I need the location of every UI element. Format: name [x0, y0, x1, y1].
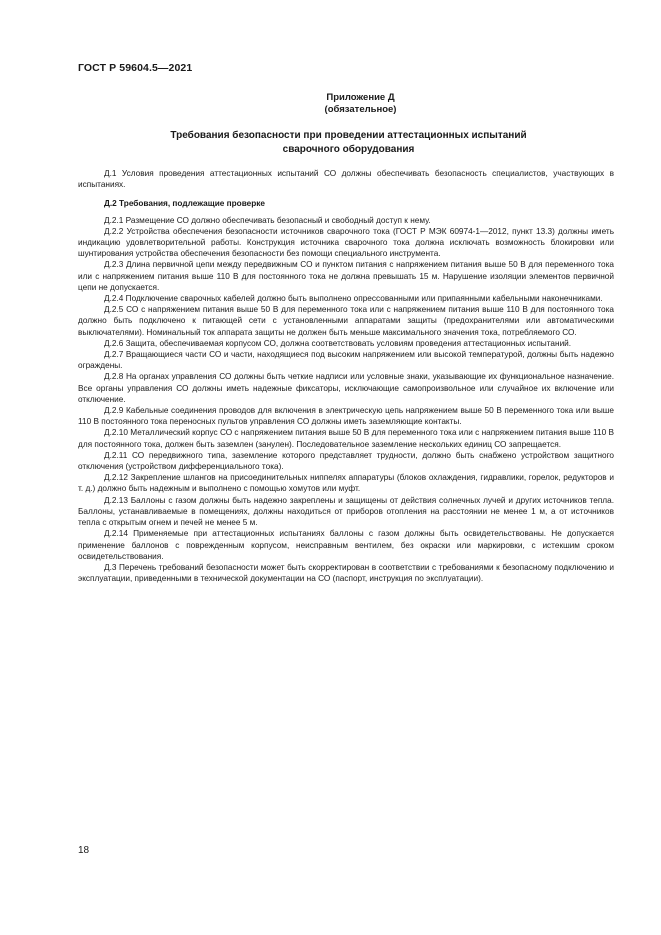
appendix-status: (обязательное) — [324, 104, 397, 115]
paragraph-d2-2: Д.2.2 Устройства обеспечения безопасности источников сварочного тока (ГОСТ Р МЭК 60974-1—2012, пункт 13.3) должны иметь индикацию удовлетворительной работы. Конструкция источника сварочного тока должна исключать возможность блокировки или шунтирования устройства обеспечения безопасности без помощи специального инструмента. — [78, 226, 614, 259]
document-title-line2: сварочного оборудования — [282, 144, 415, 155]
paragraph-d2-9: Д.2.9 Кабельные соединения проводов для включения в электрическую цепь напряжением выше 50 В переменного тока или выше 110 В постоянного тока переносных пультов управления СО должны иметь заземляющие контакты. — [78, 406, 614, 427]
paragraph-d2-6: Д.2.6 Защита, обеспечиваемая корпусом СО, должна соответствовать условиям проведения аттестационных испытаний. — [104, 338, 572, 348]
paragraph-d2-4: Д.2.4 Подключение сварочных кабелей должно быть выполнено опрессованными или припаянными кабельными наконечниками. — [104, 294, 603, 304]
paragraph-d2-8: Д.2.8 На органах управления СО должны быть четкие надписи или условные знаки, указывающие их функциональное назначение. Все органы управления СО должны иметь надежные фиксаторы, исключающие самопроизвольное или случайное их включение или отключение. — [78, 372, 614, 404]
paragraph-d2-10: Д.2.10 Металлический корпус СО с напряжением питания выше 50 В для переменного тока или с напряжением питания выше 110 В для постоянного тока, должен быть заземлен (занулен). Последовательное заземление нескольких единиц СО запрещается. — [78, 428, 614, 449]
standard-header: ГОСТ Р 59604.5—2021 — [78, 62, 193, 74]
document-title — [0, 129, 661, 157]
paragraph-d2-12: Д.2.12 Закрепление шлангов на присоединительных ниппелях аппаратуры (блоков охлаждения, гидравлики, горелок, редукторов и т. д.) должно быть надежным и выполнено с помощью хомутов или муфт. — [78, 473, 614, 494]
section-heading-d2: Д.2 Требования, подлежащие проверке — [104, 199, 266, 209]
paragraph-d2-1: Д.2.1 Размещение СО должно обеспечивать безопасный и свободный доступ к нему. — [104, 215, 431, 225]
paragraph-d2-14: Д.2.14 Применяемые при аттестационных испытаниях баллоны с газом должны быть освидетельствованы. Не допускается применение баллонов с поврежденным корпусом, неисправным вентилем, без окраски или маркировки, с истекшим сроком освидетельствования. — [78, 529, 614, 561]
paragraph-d2-13: Д.2.13 Баллоны с газом должны быть надежно закреплены и защищены от действия солнечных лучей и других источников тепла. Баллоны, устанавливаемые в помещениях, должны находиться от приборов отопления на расстоянии не менее 1 м, а от источников тепла с открытым огнем и печей не менее 5 м. — [78, 495, 614, 528]
appendix-heading — [0, 92, 661, 116]
paragraph-d2-3: Д.2.3 Длина первичной цепи между передвижным СО и пунктом питания с напряжением питания выше 50 В для переменного тока или с напряжением питания выше 110 В для постоянного тока не должна превышать 15 м. Нарушение изоляции элементов первичной цепи не допускается. — [78, 260, 614, 292]
paragraph-d2-11: Д.2.11 СО передвижного типа, заземление которого представляет трудности, должно быть снабжено устройством защитного отключения (устройством дифференциального тока). — [78, 450, 614, 472]
paragraph-d2-7: Д.2.7 Вращающиеся части СО и части, находящиеся под высоким напряжением или высокой температурой, должны быть надежно ограждены. — [78, 350, 614, 371]
appendix-title: Приложение Д — [326, 92, 395, 103]
paragraph-d2-5: Д.2.5 СО с напряжением питания выше 50 В для переменного тока или с напряжением питания выше 110 В для постоянного тока должно быть подключено к питающей сети с установленными аппаратами защиты (предохранителями или автоматическими выключателями). Номинальный ток аппарата защиты не должен быть меньше максимального значения тока, потребляемого СО. — [78, 305, 614, 337]
paragraph-d1: Д.1 Условия проведения аттестационных испытаний СО должны обеспечивать безопасность специалистов, участвующих в испытаниях. — [78, 169, 614, 190]
page-number: 18 — [78, 845, 90, 856]
paragraph-d3: Д.3 Перечень требований безопасности может быть скорректирован в соответствии с требованиями к безопасному подключению и эксплуатации, приведенными в технической документации на СО (паспорт, инструкция по эксплуатации). — [78, 562, 614, 584]
document-body — [78, 168, 614, 584]
document-title-line1: Требования безопасности при проведении аттестационных испытаний — [170, 130, 527, 141]
